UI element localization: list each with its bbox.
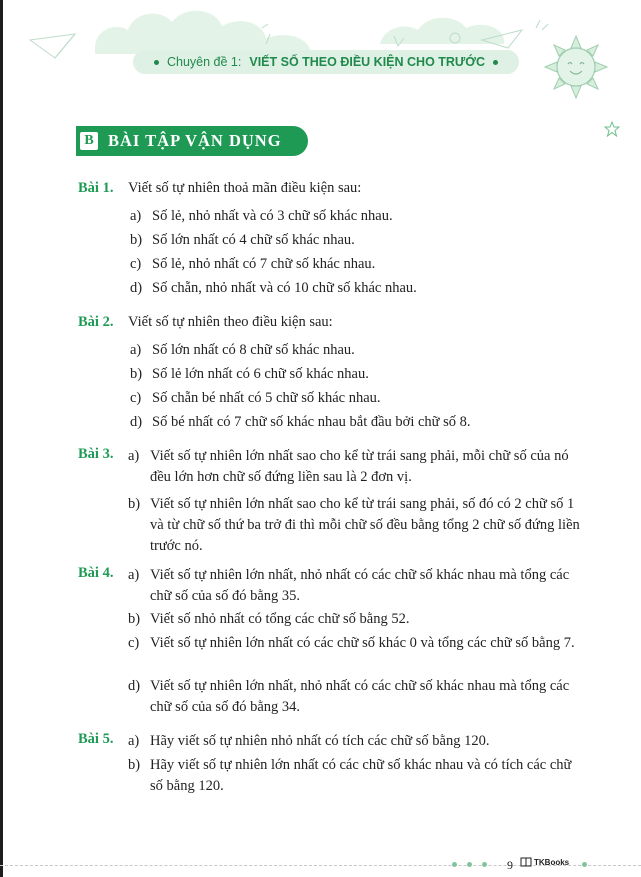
item-letter: b) [130,232,143,248]
header-bullet-left [154,60,159,65]
item-text: Số bé nhất có 7 chữ số khác nhau bắt đầu bởi chữ số 8. [152,414,471,430]
publisher-logo [520,856,569,868]
exercise-label: Bài 3. [78,446,114,462]
item-letter: a) [130,342,142,358]
section-letter-badge: B [78,130,100,152]
item-text: Số lẻ, nhỏ nhất và có 3 chữ số khác nhau. [152,208,393,224]
item-letter: c) [128,635,140,651]
item-letter: b) [128,757,141,773]
header-topic-prefix: Chuyên đề 1: [167,55,242,69]
star-icon [604,121,620,137]
item-letter: d) [128,678,141,694]
chapter-header [133,50,519,74]
item-text: Viết số tự nhiên lớn nhất có các chữ số khác 0 và tổng các chữ số bằng 7. [150,635,575,651]
item-text: Viết số tự nhiên lớn nhất, nhỏ nhất có các chữ số khác nhau mà tổng các chữ số của số đó bằng 35. [150,567,570,604]
book-icon [520,856,532,868]
footer-dot [452,862,457,867]
item-text: Số lẻ, nhỏ nhất có 7 chữ số khác nhau. [152,256,376,272]
item-letter: a) [130,208,142,224]
footer-dots [452,862,487,867]
exercise-label: Bài 5. [78,731,114,747]
header-bullet-right [493,60,498,65]
item-text: Viết số nhỏ nhất có tổng các chữ số bằng 52. [150,611,410,627]
header-topic-title: VIẾT SỐ THEO ĐIỀU KIỆN CHO TRƯỚC [249,55,485,69]
item-text: Viết số tự nhiên lớn nhất sao cho kể từ trái sang phải, mỗi chữ số của nó đều lớn hơn chữ số đứng liền sau là 2 đơn vị. [150,448,569,485]
item-letter: a) [128,567,140,583]
exercise-stem: Viết số tự nhiên theo điều kiện sau: [128,314,333,330]
item-letter: b) [130,366,143,382]
exercise-label: Bài 4. [78,565,114,581]
item-letter: a) [128,733,140,749]
item-letter: d) [130,414,143,430]
logo-text: TKBooks [534,857,570,867]
section-banner [76,126,308,156]
footer-dot [582,862,587,867]
left-edge-bar [0,0,3,877]
footer-dot [467,862,472,867]
item-letter: c) [130,256,142,272]
section-title: BÀI TẬP VẬN DỤNG [108,131,282,150]
item-letter: b) [128,496,141,512]
item-text: Viết số tự nhiên lớn nhất sao cho kể từ trái sang phải, số đó có 2 chữ số 1 và từ chữ số thứ ba trở đi thì mỗi chữ số đều bằng tổng 2 chữ số đứng liền trước nó. [150,496,580,554]
item-letter: a) [128,448,140,464]
page-number: 9 [507,858,513,872]
item-letter: d) [130,280,143,296]
item-letter: c) [130,390,142,406]
item-text: Số chẵn bé nhất có 5 chữ số khác nhau. [152,390,381,406]
exercise-label: Bài 2. [78,314,114,330]
item-text: Số lớn nhất có 4 chữ số khác nhau. [152,232,355,248]
item-text: Hãy viết số tự nhiên lớn nhất có các chữ số khác nhau và có tích các chữ số bằng 120. [150,757,572,794]
sun-icon [543,34,609,100]
item-text: Viết số tự nhiên lớn nhất, nhỏ nhất có các chữ số khác nhau mà tổng các chữ số của số đó bằng 34. [150,678,570,715]
item-text: Số lẻ lớn nhất có 6 chữ số khác nhau. [152,366,369,382]
item-text: Hãy viết số tự nhiên nhỏ nhất có tích các chữ số bằng 120. [150,733,490,749]
item-letter: b) [128,611,141,627]
footer-dot [482,862,487,867]
item-text: Số chẵn, nhỏ nhất và có 10 chữ số khác nhau. [152,280,417,296]
item-text: Số lớn nhất có 8 chữ số khác nhau. [152,342,355,358]
exercise-stem: Viết số tự nhiên thoả mãn điều kiện sau: [128,180,362,196]
exercise-label: Bài 1. [78,180,114,196]
